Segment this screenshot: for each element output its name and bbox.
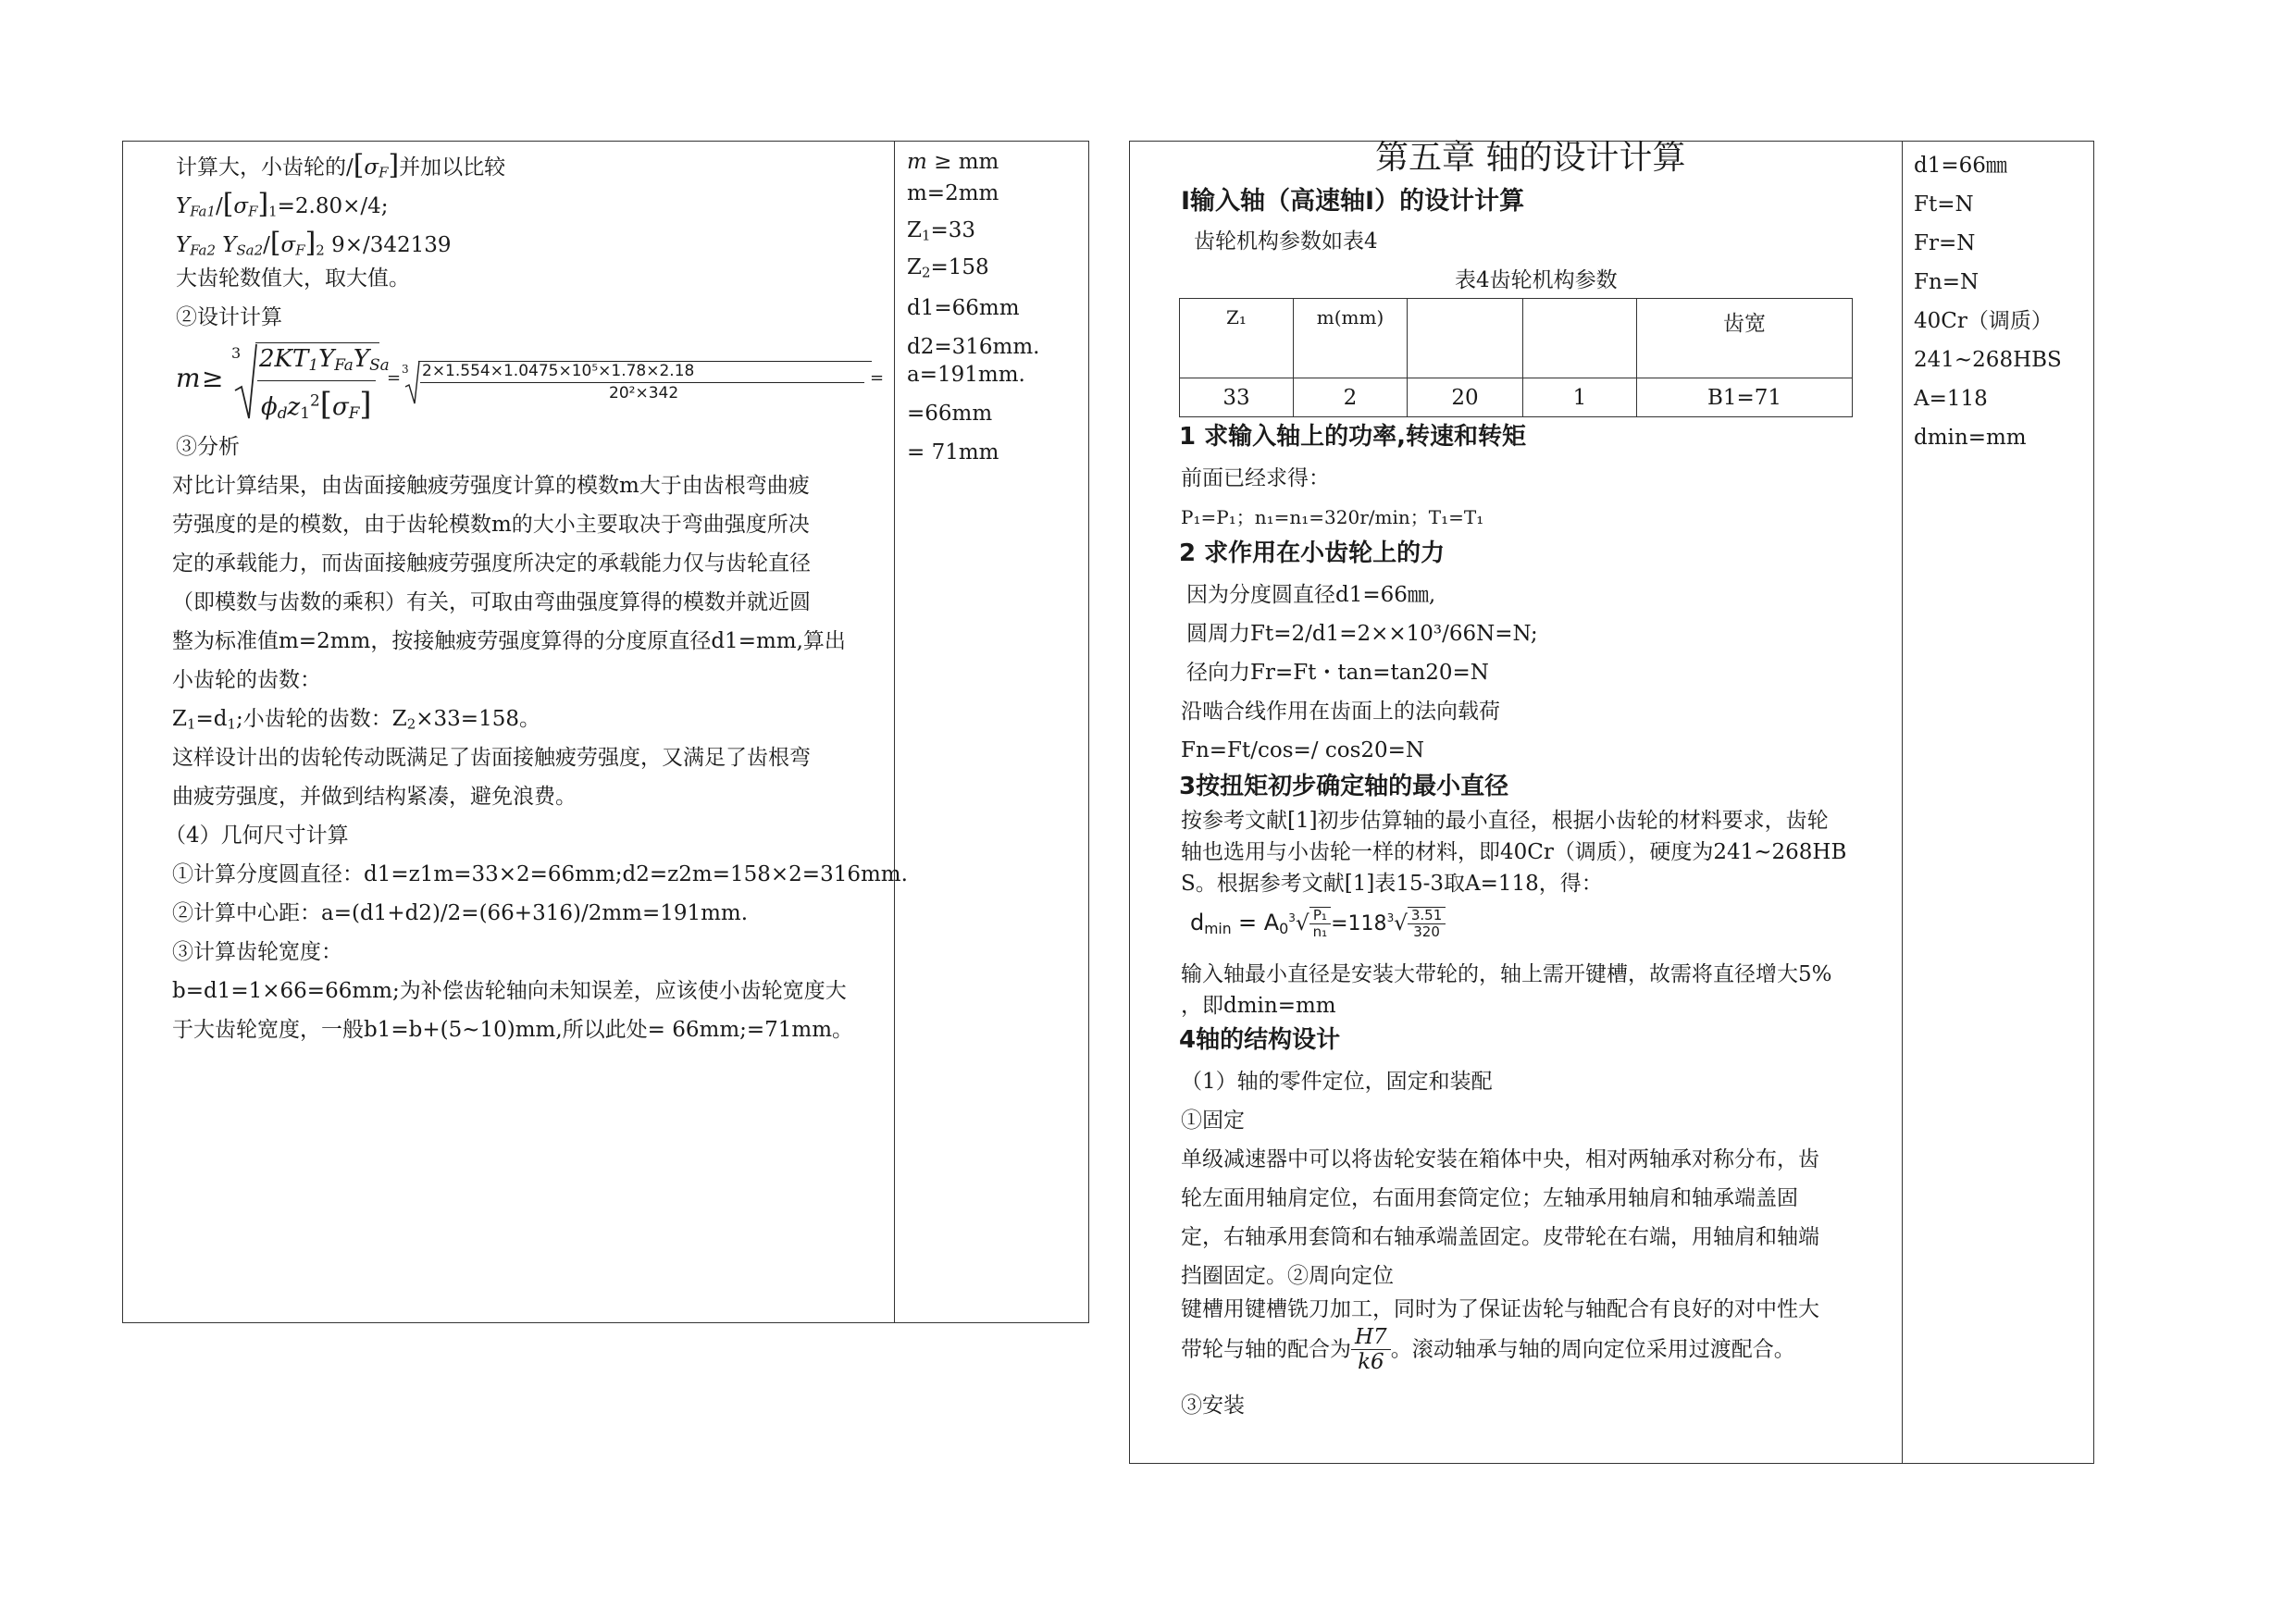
analysis-heading: ③分析 [176, 435, 240, 459]
ratio-line-2: $Y_{Fa2}$ $Y_{Sa2}/[\sigma_F]_2$ 9×/342139 [176, 227, 452, 259]
left-column-divider [894, 142, 895, 1322]
gear-parameter-table [1179, 298, 1853, 417]
body-text: ①固定 [1181, 1109, 1245, 1133]
body-text: 挡圈固定。②周向定位 [1181, 1264, 1394, 1288]
table-cell: 20 [1408, 378, 1523, 417]
side-b1: = 71mm [907, 440, 999, 465]
fit-line: 带轮与轴的配合为 $\frac{H7}{k6}$ 。滚动轴承与轴的周向定位采用过渡配合。 [1181, 1325, 1795, 1375]
dmin-formula: $d_{min} = A_0^3√$ $\frac{\text{P₁}}{\text{n₁}}$ $=118^3√$ $\frac{3.51}{320}$ [1190, 907, 1446, 941]
analysis-text: （即模数与齿数的乘积）有关，可取由弯曲强度算得的模数并就近圆 [172, 590, 811, 614]
body-text: 轮左面用轴肩定位，右面用套筒定位；左轴承用轴肩和轴承端盖固 [1181, 1186, 1798, 1210]
body-text: 沿啮合线作用在齿面上的法向载荷 [1181, 700, 1500, 724]
side-hardness: 241~268HBS [1914, 348, 2062, 372]
side-d2: d2=316mm. [907, 335, 1040, 359]
side-module: m=2mm [907, 181, 999, 205]
geometry-heading: （4）几何尺寸计算 [165, 824, 349, 848]
table-head-cell: m(mm) [1294, 299, 1408, 378]
conclusion-text: 这样设计出的齿轮传动既满足了齿面接触疲劳强度，又满足了齿根弯 [172, 746, 811, 770]
body-text: 单级减速器中可以将齿轮安装在箱体中央，相对两轴承对称分布，齿 [1181, 1147, 1819, 1171]
table-head-cell: Z₁ [1180, 299, 1294, 378]
side-module-min: m ≥ mm [907, 150, 999, 174]
side-a: A=118 [1914, 387, 1988, 411]
side-fn: Fn=N [1914, 270, 1980, 294]
intro-text: 齿轮机构参数如表4 [1194, 229, 1378, 254]
body-text: S。根据参考文献[1]表15-3取A=118，得： [1181, 872, 1603, 896]
body-text: 定，右轴承用套筒和右轴承端盖固定。皮带轮在右端，用轴肩和轴端 [1181, 1225, 1819, 1249]
side-dmin: dmin=mm [1914, 426, 2027, 450]
tooth-number-line: $Z_1=d_1$;小齿轮的齿数：$Z_2\times 33=158$。 [172, 707, 540, 733]
power-speed-torque: P₁=P₁；n₁=n₁=320r/min；T₁=T₁ [1181, 506, 1484, 528]
analysis-text: 整为标准值m=2mm，按接触疲劳强度算得的分度原直径d1=mm,算出 [172, 629, 846, 653]
heading-forces: 2 求作用在小齿轮上的力 [1179, 539, 1446, 567]
body-text: （1）轴的零件定位，固定和装配 [1181, 1070, 1493, 1094]
analysis-text: 劳强度的是的模数，由于齿轮模数m的大小主要取决于弯曲强度所决 [172, 513, 810, 537]
body-text: 轴也选用与小齿轮一样的材料，即40Cr（调质），硬度为241~268HB [1181, 840, 1847, 864]
right-column-divider [1902, 142, 1903, 1463]
table-head-cell [1523, 299, 1637, 378]
center-distance-line: ②计算中心距：a=(d1+d2)/2=(66+316)/2mm=191mm. [172, 901, 749, 925]
table-head-cell [1408, 299, 1523, 378]
body-text: 因为分度圆直径d1=66㎜, [1186, 583, 1436, 607]
side-a: a=191mm. [907, 363, 1025, 387]
body-text: 输入轴最小直径是安装大带轮的，轴上需开键槽，故需将直径增大5% [1181, 962, 1832, 986]
module-formula: m ≥ 3 $2KT_1Y_{Fa}Y_{Sa}$ $\phi_dz_1^2[\sigma_F]$ = 3 2×1.554×1.0475×10⁵×1.78×2.18 20²×342 = [176, 344, 885, 423]
heading-structure: 4轴的结构设计 [1179, 1026, 1341, 1054]
face-width-text: 于大齿轮宽度，一般b1=b+(5~10)mm,所以此处= 66mm;=71mm。 [172, 1018, 854, 1042]
analysis-text: 定的承载能力，而齿面接触疲劳强度所决定的承载能力仅与齿轮直径 [172, 551, 811, 576]
table-cell: 33 [1180, 378, 1294, 417]
body-text: 键槽用键槽铣刀加工，同时为了保证齿轮与轴配合有良好的对中性大 [1181, 1297, 1819, 1321]
body-text: ③安装 [1181, 1394, 1245, 1418]
chapter-title: 第五章 轴的设计计算 [1375, 139, 1686, 177]
radial-force: 径向力Fr=Ft・tan=tan20=N [1186, 661, 1489, 685]
design-calc-heading: ②设计计算 [176, 305, 282, 329]
side-d1: d1=66㎜ [1914, 154, 2007, 178]
table-cell: 2 [1294, 378, 1408, 417]
side-fr: Fr=N [1914, 231, 1976, 255]
table-caption: 表4齿轮机构参数 [1455, 268, 1618, 292]
side-d1: d1=66mm [907, 296, 1020, 320]
compare-line: 计算大，小齿轮的$/[\sigma_F]$并加以比较 [176, 149, 506, 181]
pitch-diameter-line: ①计算分度圆直径：d1=z1m=33×2=66mm;d2=z2m=158×2=316mm. [172, 862, 908, 886]
side-ft: Ft=N [1914, 192, 1974, 217]
heading-min-diameter: 3按扭矩初步确定轴的最小直径 [1179, 773, 1509, 800]
table-cell: 1 [1523, 378, 1637, 417]
analysis-text: 对比计算结果，由齿面接触疲劳强度计算的模数m大于由齿根弯曲疲 [172, 474, 810, 498]
ratio-line-1: $Y_{Fa1}/[\sigma_F]_1=2.80\times/4$; [176, 188, 389, 220]
body-text: 按参考文献[1]初步估算轴的最小直径，根据小齿轮的材料要求，齿轮 [1181, 809, 1829, 833]
formula-denominator: 20²×342 [609, 384, 679, 403]
cube-root-sign [233, 342, 257, 422]
conclusion-text: 曲疲劳强度，并做到结构紧凑，避免浪费。 [172, 785, 577, 809]
heading-power: 1 求输入轴上的功率,转速和转矩 [1179, 423, 1527, 451]
body-text: 前面已经求得： [1181, 466, 1330, 490]
side-material: 40Cr（调质） [1914, 309, 2053, 333]
formula-numerator: 2×1.554×1.0475×10⁵×1.78×2.18 [422, 362, 695, 380]
tangential-force: 圆周力Ft=2/d1=2××10³/66N=N; [1186, 622, 1538, 646]
body-text: ，即dmin=mm [1181, 994, 1336, 1018]
face-width-text: b=d1=1×66=66mm;为补偿齿轮轴向未知误差，应该使小齿轮宽度大 [172, 979, 847, 1003]
face-width-heading: ③计算齿轮宽度： [172, 940, 342, 964]
side-b: =66mm [907, 402, 993, 426]
table-head-cell: 齿宽 [1637, 299, 1853, 378]
choose-max-line: 大齿轮数值大，取大值。 [176, 266, 410, 291]
section-title: Ⅰ输入轴（高速轴Ⅰ）的设计计算 [1181, 187, 1525, 216]
side-z1: $Z_1=33$ [907, 218, 976, 244]
normal-force: Fn=Ft/cos=/ cos20=N [1181, 738, 1425, 762]
analysis-text: 小齿轮的齿数： [172, 668, 321, 692]
table-cell: B1=71 [1637, 378, 1853, 417]
side-z2: $Z_2=158$ [907, 255, 989, 281]
